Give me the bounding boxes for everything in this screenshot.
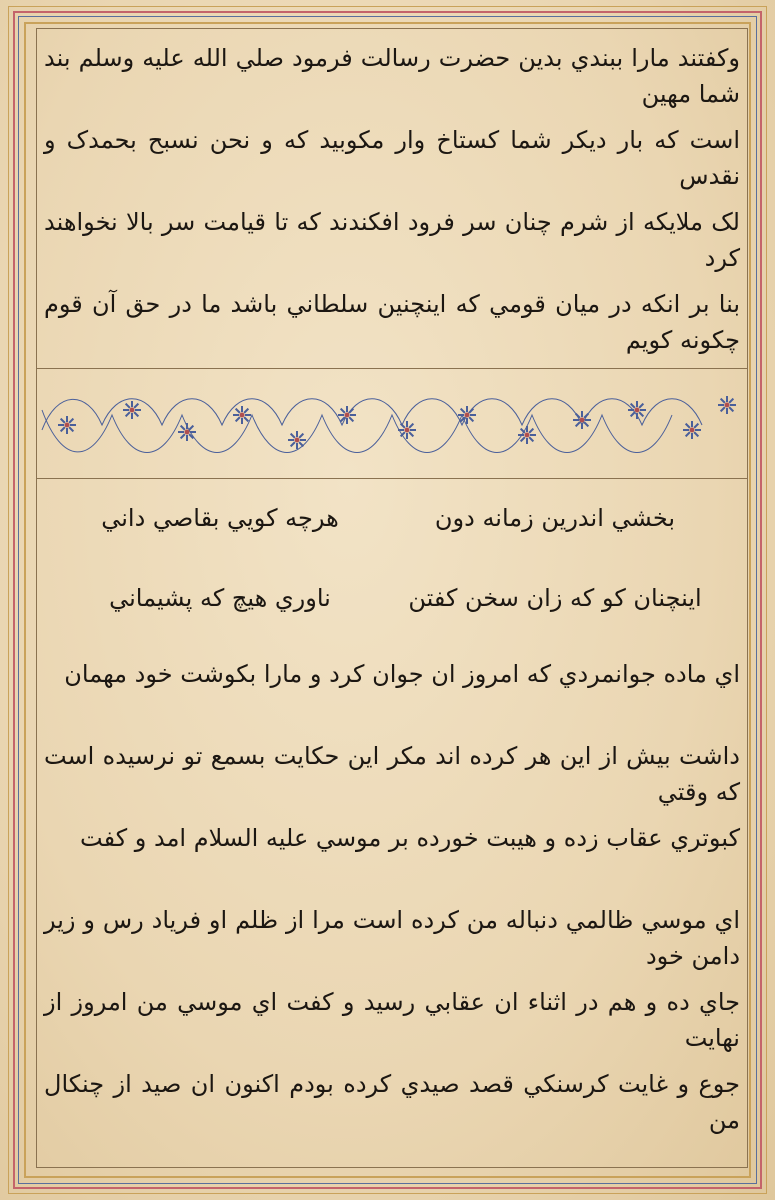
prose-line: داشت بیش از این هر کرده اند مکر این حکایت بسمع تو نرسیده است که وقتي: [44, 742, 740, 806]
divider-bottom: [36, 478, 748, 479]
prose-line: لک ملایکه از شرم چنان سر فرود افکندند که تا قیامت سر بالا نخواهند کرد: [44, 208, 740, 272]
verse-hemistich-left: ناوري هیچ که پشیماني: [109, 584, 331, 612]
prose-line: جاي ده و هم در اثناء ان عقابي رسید و کفت اي موسي من امروز از نهایت: [44, 988, 740, 1052]
prose-line: وکفتند مارا ببندي بدین حضرت رسالت فرمود صلي الله علیه وسلم بند شما مهین: [44, 44, 740, 108]
flower-icon: [398, 421, 416, 439]
verse-hemistich-right: اینچنان کو که زان سخن کفتن: [408, 584, 702, 612]
vine-scroll: [42, 399, 702, 430]
flower-icon: [518, 426, 536, 444]
prose-line: جوع و غایت کرسنکي قصد صیدي کرده بودم اکنون ان صید از چنکال من: [44, 1070, 740, 1134]
flower-icon: [628, 401, 646, 419]
flower-icon: [58, 416, 76, 434]
prose-line: است که بار دیکر شما کستاخ وار مکوبید که و نحن نسبح بحمدک و نقدس: [44, 126, 740, 190]
prose-line: کبوتري عقاب زده و هیبت خورده بر موسي علیه السلام امد و کفت: [80, 824, 740, 852]
prose-line: بنا بر انکه در میان قومي که اینچنین سلطاني باشد ما در حق آن قوم چکونه کویم: [44, 290, 740, 354]
divider-top: [36, 368, 748, 369]
prose-line: اي ماده جوانمردي که امروز ان جوان کرد و مارا بکوشت خود مهمان: [64, 660, 740, 688]
verse-hemistich-left: هرچه کویي بقاصي داني: [101, 504, 339, 532]
verse-hemistich-right: بخشي اندرین زمانه دون: [434, 504, 676, 532]
flower-icon: [123, 401, 141, 419]
floral-illumination-band: [37, 370, 747, 477]
flower-icon: [573, 411, 591, 429]
flower-icon: [233, 406, 251, 424]
flower-icon: [718, 396, 736, 414]
flower-icon: [683, 421, 701, 439]
flower-icon: [178, 423, 196, 441]
flower-icon: [338, 406, 356, 424]
prose-line: اي موسي ظالمي دنباله من کرده است مرا از ظلم او فریاد رس و زیر دامن خود: [44, 906, 740, 970]
flower-icon: [458, 406, 476, 424]
flower-icon: [288, 431, 306, 449]
